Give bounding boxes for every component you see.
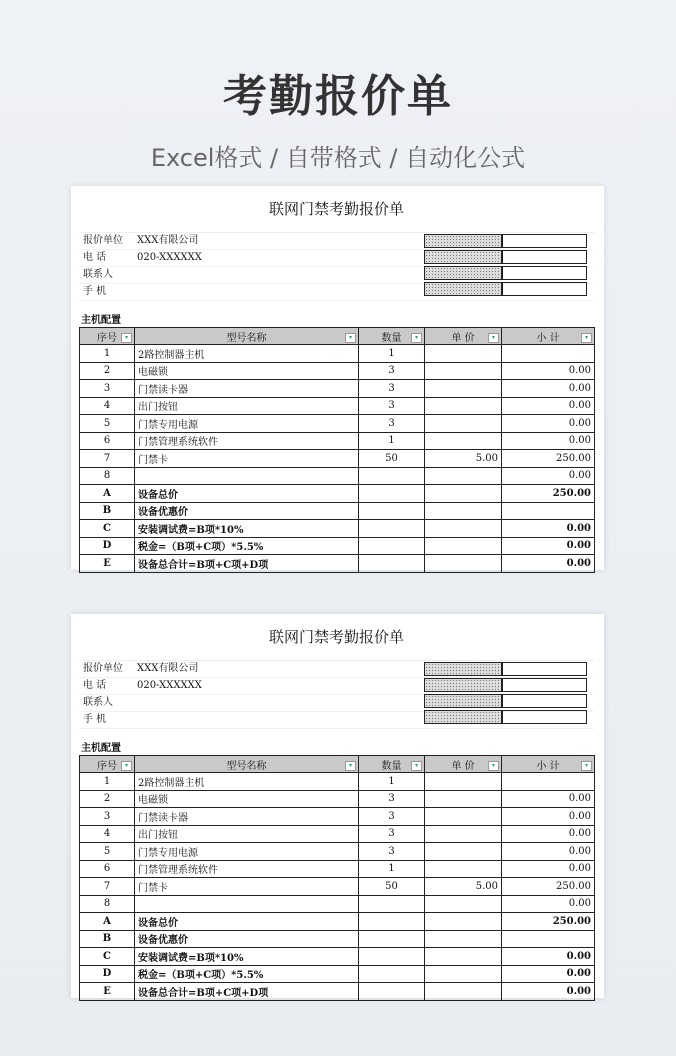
cell-price[interactable] [425,860,502,878]
summary-price[interactable] [425,965,502,983]
cell-name[interactable]: 门禁卡 [135,450,359,468]
cell-subtotal[interactable]: 0.00 [502,790,595,808]
filter-dropdown-icon[interactable]: ▾ [345,761,356,771]
summary-no[interactable]: E [80,983,135,1001]
column-header-label: 型号名称 [226,332,267,344]
summary-subtotal[interactable] [502,502,595,520]
summary-qty[interactable] [359,965,425,983]
cell-no[interactable]: 6 [80,860,135,878]
cell-qty[interactable]: 1 [359,345,425,363]
cell-no[interactable]: 4 [80,397,135,415]
cell-name[interactable]: 出门按钮 [135,825,359,843]
summary-name[interactable]: 设备总价 [135,485,359,503]
summary-row [80,555,595,573]
summary-row [80,930,595,948]
info-cell-empty[interactable] [502,266,587,280]
info-cell-dotted[interactable] [424,234,502,248]
quote-sheet-1 [71,186,604,570]
hero-title: 考勤报价单 [223,71,453,122]
hero-subtitle: Excel格式 / 自带格式 / 自动化公式 [150,144,526,172]
summary-price[interactable] [425,930,502,948]
info-cell-empty[interactable] [502,250,587,264]
cell-qty[interactable]: 50 [359,878,425,896]
filter-dropdown-icon[interactable]: ▾ [345,333,356,343]
cell-qty[interactable]: 50 [359,450,425,468]
cell-qty[interactable] [359,895,425,913]
cell-no[interactable]: 8 [80,467,135,485]
info-label: 电 话 [83,680,107,691]
cell-qty[interactable]: 3 [359,843,425,861]
filter-dropdown-icon[interactable]: ▾ [488,333,499,343]
cell-qty[interactable]: 3 [359,397,425,415]
section-label: 主机配置 [81,315,121,326]
cell-no[interactable]: 7 [80,878,135,896]
summary-subtotal[interactable]: 0.00 [502,948,595,966]
summary-qty[interactable] [359,502,425,520]
table-row [80,380,595,398]
info-label: 报价单位 [83,663,123,674]
cell-subtotal[interactable]: 250.00 [502,450,595,468]
summary-qty[interactable] [359,555,425,573]
summary-subtotal[interactable]: 0.00 [502,555,595,573]
info-block [79,233,594,315]
info-label: 手 机 [83,286,107,297]
column-header[interactable] [80,756,135,773]
info-cell-dotted[interactable] [424,694,502,708]
column-header-label: 数量 [381,760,402,772]
info-cell-dotted[interactable] [424,266,502,280]
summary-name[interactable]: 设备优惠价 [135,930,359,948]
summary-price[interactable] [425,913,502,931]
cell-subtotal[interactable]: 0.00 [502,467,595,485]
column-header[interactable] [359,328,425,345]
cell-price[interactable] [425,345,502,363]
cell-qty[interactable] [359,467,425,485]
cell-name[interactable]: 门禁读卡器 [135,380,359,398]
column-header-label: 序号 [97,332,117,344]
summary-name[interactable]: 设备总合计=B项+C项+D项 [135,555,359,573]
cell-no[interactable]: 1 [80,345,135,363]
filter-dropdown-icon[interactable]: ▾ [581,761,592,771]
column-header[interactable] [80,328,135,345]
cell-no[interactable]: 2 [80,362,135,380]
column-header-label: 型号名称 [226,760,267,772]
cell-subtotal[interactable]: 0.00 [502,843,595,861]
cell-price[interactable] [425,415,502,433]
table-row [80,790,595,808]
cell-qty[interactable]: 3 [359,790,425,808]
info-label: 手 机 [83,714,107,725]
summary-row [80,913,595,931]
cell-subtotal[interactable]: 0.00 [502,362,595,380]
summary-no[interactable]: C [80,948,135,966]
filter-dropdown-icon[interactable]: ▾ [121,333,132,343]
summary-name[interactable]: 安装调试费=B项*10% [135,520,359,538]
summary-subtotal[interactable]: 250.00 [502,913,595,931]
table-row [80,432,595,450]
cell-no[interactable]: 3 [80,380,135,398]
summary-subtotal[interactable]: 0.00 [502,965,595,983]
info-cell-empty[interactable] [502,662,587,676]
summary-name[interactable]: 安装调试费=B项*10% [135,948,359,966]
column-header[interactable] [425,328,502,345]
summary-no[interactable]: E [80,555,135,573]
summary-price[interactable] [425,520,502,538]
summary-qty[interactable] [359,537,425,555]
summary-row [80,520,595,538]
summary-row [80,965,595,983]
cell-subtotal[interactable]: 0.00 [502,860,595,878]
summary-no[interactable]: D [80,537,135,555]
header-row [80,328,595,345]
info-value[interactable]: XXX有限公司 [137,663,199,674]
cell-qty[interactable]: 3 [359,380,425,398]
table-row [80,467,595,485]
table-row [80,843,595,861]
cell-name[interactable]: 2路控制器主机 [135,773,359,791]
cell-qty[interactable]: 3 [359,362,425,380]
column-header-label: 小 计 [536,760,560,772]
cell-price[interactable] [425,362,502,380]
summary-name[interactable]: 设备优惠价 [135,502,359,520]
column-header-label: 单 价 [451,332,475,344]
info-cell-dotted[interactable] [424,250,502,264]
cell-name[interactable]: 2路控制器主机 [135,345,359,363]
sheet-title: 联网门禁考勤报价单 [79,186,594,233]
info-label: 联系人 [83,697,113,708]
cell-subtotal[interactable]: 250.00 [502,878,595,896]
summary-no[interactable]: A [80,913,135,931]
info-cell-empty[interactable] [502,234,587,248]
info-value[interactable]: 020-XXXXXX [137,252,202,263]
cell-no[interactable]: 7 [80,450,135,468]
cell-subtotal[interactable]: 0.00 [502,825,595,843]
filter-dropdown-icon[interactable]: ▾ [488,761,499,771]
info-cell-dotted[interactable] [424,282,502,296]
summary-price[interactable] [425,502,502,520]
summary-price[interactable] [425,983,502,1001]
column-header-label: 小 计 [536,332,560,344]
summary-price[interactable] [425,948,502,966]
info-cell-empty[interactable] [502,678,587,692]
cell-price[interactable]: 5.00 [425,450,502,468]
cell-name[interactable]: 电磁锁 [135,790,359,808]
cell-no[interactable]: 8 [80,895,135,913]
info-cell-dotted[interactable] [424,678,502,692]
table-row [80,345,595,363]
cell-price[interactable] [425,467,502,485]
cell-no[interactable]: 2 [80,790,135,808]
hero-banner [0,60,676,173]
table-row [80,878,595,896]
cell-subtotal[interactable]: 0.00 [502,895,595,913]
summary-qty[interactable] [359,485,425,503]
cell-subtotal[interactable]: 0.00 [502,432,595,450]
cell-price[interactable] [425,808,502,826]
cell-no[interactable]: 6 [80,432,135,450]
cell-no[interactable]: 3 [80,808,135,826]
cell-name[interactable]: 出门按钮 [135,397,359,415]
quote-table [79,327,595,573]
info-cell-empty[interactable] [502,282,587,296]
summary-name[interactable]: 设备总合计=B项+C项+D项 [135,983,359,1001]
cell-subtotal[interactable]: 0.00 [502,380,595,398]
filter-dropdown-icon[interactable]: ▾ [581,333,592,343]
summary-no[interactable]: C [80,520,135,538]
summary-no[interactable]: B [80,930,135,948]
info-cell-empty[interactable] [502,694,587,708]
cell-name[interactable]: 门禁管理系统软件 [135,860,359,878]
summary-no[interactable]: A [80,485,135,503]
summary-subtotal[interactable]: 0.00 [502,983,595,1001]
quote-sheet-2 [71,614,604,998]
column-header[interactable] [425,756,502,773]
cell-name[interactable]: 门禁专用电源 [135,415,359,433]
summary-qty[interactable] [359,520,425,538]
cell-name[interactable]: 门禁管理系统软件 [135,432,359,450]
column-header[interactable] [135,328,359,345]
cell-price[interactable] [425,790,502,808]
cell-no[interactable]: 1 [80,773,135,791]
cell-name[interactable]: 门禁专用电源 [135,843,359,861]
info-block [79,661,594,743]
summary-price[interactable] [425,555,502,573]
cell-qty[interactable]: 3 [359,825,425,843]
summary-subtotal[interactable]: 0.00 [502,537,595,555]
info-value[interactable]: 020-XXXXXX [137,680,202,691]
filter-dropdown-icon[interactable]: ▾ [411,761,422,771]
column-header[interactable] [135,756,359,773]
info-value[interactable]: XXX有限公司 [137,235,199,246]
filter-dropdown-icon[interactable]: ▾ [411,333,422,343]
table-row [80,415,595,433]
table-row [80,895,595,913]
cell-name[interactable] [135,467,359,485]
summary-row [80,502,595,520]
summary-row [80,485,595,503]
cell-price[interactable] [425,895,502,913]
cell-subtotal[interactable] [502,773,595,791]
table-row [80,773,595,791]
summary-price[interactable] [425,485,502,503]
summary-name[interactable]: 设备总价 [135,913,359,931]
cell-price[interactable] [425,773,502,791]
filter-dropdown-icon[interactable]: ▾ [121,761,132,771]
cell-price[interactable] [425,843,502,861]
cell-name[interactable]: 电磁锁 [135,362,359,380]
column-header-label: 序号 [97,760,117,772]
summary-price[interactable] [425,537,502,555]
summary-no[interactable]: B [80,502,135,520]
cell-qty[interactable]: 3 [359,808,425,826]
summary-qty[interactable] [359,913,425,931]
sheet-title: 联网门禁考勤报价单 [79,614,594,661]
cell-price[interactable] [425,397,502,415]
column-header[interactable] [359,756,425,773]
table-row [80,397,595,415]
cell-no[interactable]: 5 [80,415,135,433]
column-header-label: 单 价 [451,760,475,772]
summary-no[interactable]: D [80,965,135,983]
info-cell-empty[interactable] [502,710,587,724]
cell-subtotal[interactable]: 0.00 [502,397,595,415]
cell-name[interactable]: 门禁卡 [135,878,359,896]
cell-subtotal[interactable]: 0.00 [502,808,595,826]
info-cell-dotted[interactable] [424,710,502,724]
table-row [80,808,595,826]
cell-no[interactable]: 5 [80,843,135,861]
cell-price[interactable] [425,380,502,398]
summary-subtotal[interactable]: 250.00 [502,485,595,503]
info-label: 电 话 [83,252,107,263]
summary-qty[interactable] [359,930,425,948]
table-row [80,860,595,878]
cell-subtotal[interactable] [502,345,595,363]
column-header[interactable] [502,756,595,773]
header-row [80,756,595,773]
summary-subtotal[interactable] [502,930,595,948]
cell-price[interactable] [425,432,502,450]
cell-qty[interactable]: 1 [359,860,425,878]
cell-name[interactable]: 门禁读卡器 [135,808,359,826]
cell-qty[interactable]: 3 [359,415,425,433]
summary-qty[interactable] [359,948,425,966]
cell-subtotal[interactable]: 0.00 [502,415,595,433]
summary-row [80,983,595,1001]
cell-price[interactable]: 5.00 [425,878,502,896]
summary-qty[interactable] [359,983,425,1001]
column-header[interactable] [502,328,595,345]
quote-table [79,755,595,1001]
table-row [80,450,595,468]
summary-row [80,537,595,555]
cell-qty[interactable]: 1 [359,432,425,450]
cell-no[interactable]: 4 [80,825,135,843]
cell-price[interactable] [425,825,502,843]
info-label: 报价单位 [83,235,123,246]
column-header-label: 数量 [381,332,402,344]
cell-qty[interactable]: 1 [359,773,425,791]
summary-row [80,948,595,966]
table-row [80,825,595,843]
info-cell-dotted[interactable] [424,662,502,676]
summary-subtotal[interactable]: 0.00 [502,520,595,538]
info-label: 联系人 [83,269,113,280]
table-row [80,362,595,380]
summary-name[interactable]: 税金=（B项+C项）*5.5% [135,965,359,983]
summary-name[interactable]: 税金=（B项+C项）*5.5% [135,537,359,555]
section-label: 主机配置 [81,743,121,754]
cell-name[interactable] [135,895,359,913]
